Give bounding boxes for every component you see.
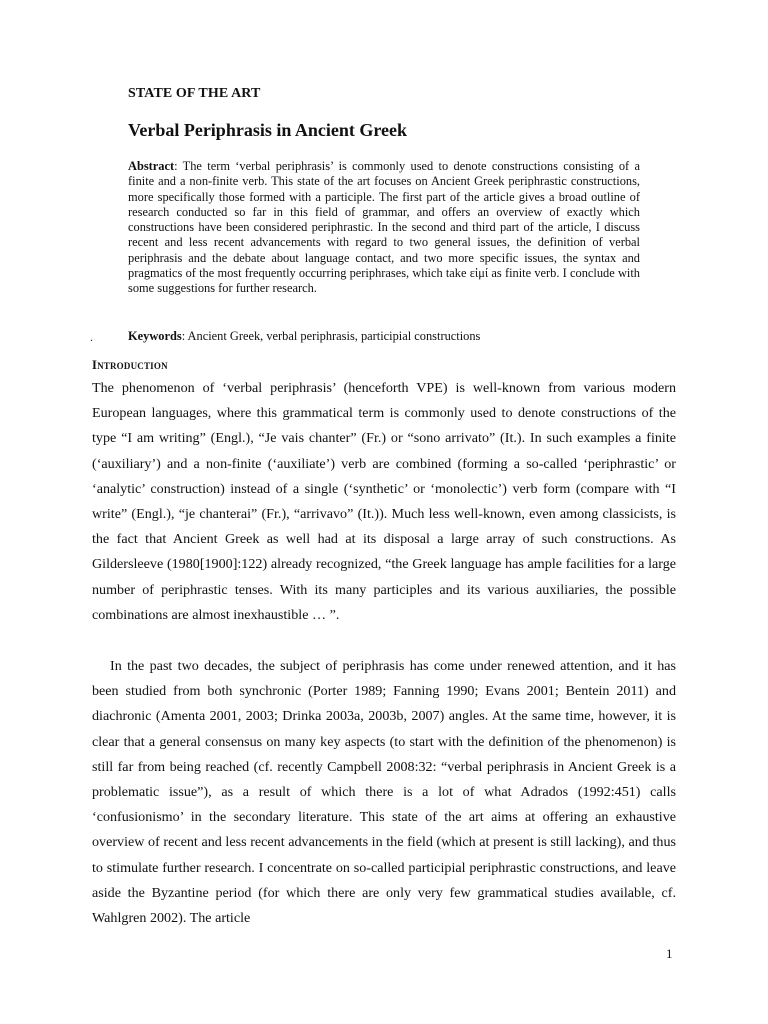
body-paragraph-2: In the past two decades, the subject of periphrasis has come under renewed attention, and it has been studied from both synchronic (Porter 1989; Fanning 1990; Evans 2001; Bentein 2011) and diachronic (Amenta 2001, 2003; Drinka 2003a, 2003b, 2007) angles. At the same time, however, it is clear that a general consensus on many key aspects (to start with the definition of the phenomenon) is still far from being reached (cf. recently Campbell 2008:32: “verbal periphrasis in Ancient Greek is a problematic issue”), as a result of which there is a lot of what Adrados (1992:451) calls ‘confusionismo’ in the secondary literature. This state of the art aims at offering an exhaustive overview of recent and less recent advancements in the field (which at present is still lacking), and thus to stimulate further research. I concentrate on so-called participial periphrastic constructions, and leave aside the Byzantine period (for which there are only very few grammatical studies available, cf. Wahlgren 2002). The article xyxy=(92,658,676,927)
abstract-text: : The term ‘verbal periphrasis’ is commonly used to denote constructions consisting of a finite and a non-finite verb. This state of the art focuses on Ancient Greek periphrastic constructions, more specifically those formed with a participle. The first part of the article gives a broad outline of research conducted so far in this field of grammar, and offers an overview of exactly which constructions have been considered periphrastic. In the second and third part of the article, I discuss recent and less recent advancements with regard to two general issues, the definition of verbal periphrasis and the debate about language contact, and two more specific issues, the syntax and pragmatics of the most frequently occurring periphrases, which take εἰμί as finite verb. I conclude with some suggestions for further research. xyxy=(128,159,640,296)
keywords-label: Keywords xyxy=(128,329,182,343)
article-title: Verbal Periphrasis in Ancient Greek xyxy=(128,120,407,140)
keywords-text: : Ancient Greek, verbal periphrasis, participial constructions xyxy=(181,329,481,343)
keywords-bullet: . xyxy=(90,330,93,344)
abstract xyxy=(128,159,640,297)
body-paragraph-1: The phenomenon of ‘verbal periphrasis’ (henceforth VPE) is well-known from various modern European languages, where this grammatical term is commonly used to denote constructions of the type “I am writing” (Engl.), “Je vais chanter” (Fr.) or “sono arrivato” (It.). In such examples a finite (‘auxiliary’) and a non-finite (‘auxiliate’) verb are combined (forming a so-called ‘periphrastic’ or ‘analytic’ construction) instead of a single (‘synthetic’ or ‘monolectic’) verb form (compare with “I write” (Engl.), “je chanterai” (Fr.), “arrivavo” (It.)). Much less well-known, even among classicists, is the fact that Ancient Greek as well had at its disposal a large array of such constructions. As Gildersleeve (1980[1900]:122) already recognized, “the Greek language has ample facilities for a large number of periphrastic tenses. With its many participles and its various auxiliaries, the possible combinations are almost inexhaustible … ”. xyxy=(92,380,676,623)
state-of-the-art-label: STATE OF THE ART xyxy=(128,86,261,101)
page-number: 1 xyxy=(666,946,673,961)
section-heading-introduction: Introduction xyxy=(92,358,168,372)
keywords xyxy=(128,329,480,344)
abstract-label: Abstract xyxy=(128,159,175,173)
